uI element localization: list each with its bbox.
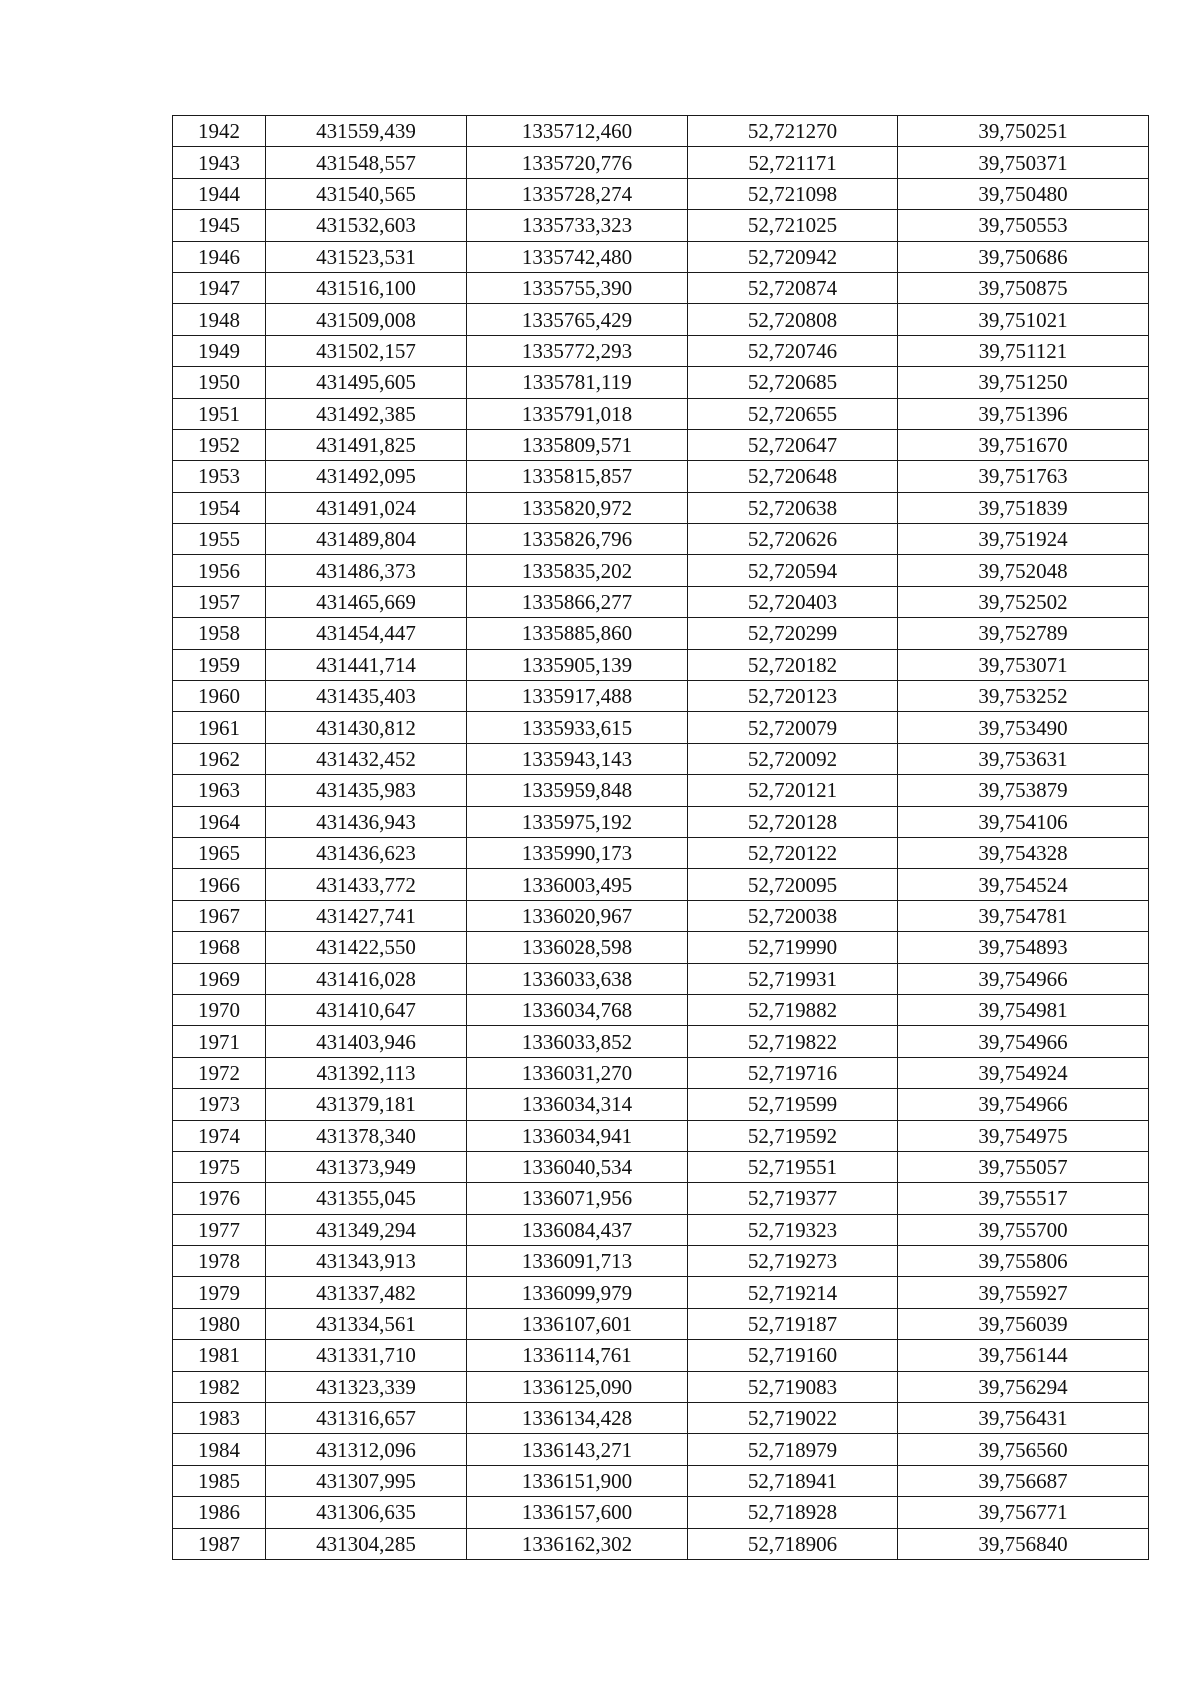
longitude-cell: 39,750686	[898, 241, 1149, 272]
y-coordinate-cell: 1336151,900	[467, 1465, 688, 1496]
longitude-cell: 39,753631	[898, 743, 1149, 774]
latitude-cell: 52,721098	[688, 178, 898, 209]
point-number-cell: 1981	[173, 1340, 266, 1371]
table-row	[173, 241, 1149, 272]
longitude-cell: 39,750553	[898, 210, 1149, 241]
x-coordinate-cell: 431465,669	[266, 586, 467, 617]
x-coordinate-cell: 431331,710	[266, 1340, 467, 1371]
longitude-cell: 39,755927	[898, 1277, 1149, 1308]
point-number-cell: 1983	[173, 1403, 266, 1434]
latitude-cell: 52,720122	[688, 837, 898, 868]
longitude-cell: 39,754924	[898, 1057, 1149, 1088]
point-number-cell: 1984	[173, 1434, 266, 1465]
point-number-cell: 1975	[173, 1151, 266, 1182]
longitude-cell: 39,751839	[898, 492, 1149, 523]
x-coordinate-cell: 431491,825	[266, 429, 467, 460]
y-coordinate-cell: 1336157,600	[467, 1497, 688, 1528]
y-coordinate-cell: 1336031,270	[467, 1057, 688, 1088]
point-number-cell: 1961	[173, 712, 266, 743]
x-coordinate-cell: 431307,995	[266, 1465, 467, 1496]
point-number-cell: 1962	[173, 743, 266, 774]
latitude-cell: 52,718941	[688, 1465, 898, 1496]
y-coordinate-cell: 1335815,857	[467, 461, 688, 492]
point-number-cell: 1967	[173, 900, 266, 931]
y-coordinate-cell: 1336071,956	[467, 1183, 688, 1214]
latitude-cell: 52,720685	[688, 367, 898, 398]
y-coordinate-cell: 1336033,852	[467, 1026, 688, 1057]
y-coordinate-cell: 1336091,713	[467, 1246, 688, 1277]
longitude-cell: 39,756560	[898, 1434, 1149, 1465]
x-coordinate-cell: 431410,647	[266, 994, 467, 1025]
x-coordinate-cell: 431436,943	[266, 806, 467, 837]
table-row	[173, 367, 1149, 398]
y-coordinate-cell: 1336099,979	[467, 1277, 688, 1308]
y-coordinate-cell: 1335733,323	[467, 210, 688, 241]
point-number-cell: 1985	[173, 1465, 266, 1496]
x-coordinate-cell: 431559,439	[266, 116, 467, 147]
latitude-cell: 52,719377	[688, 1183, 898, 1214]
y-coordinate-cell: 1335990,173	[467, 837, 688, 868]
latitude-cell: 52,719551	[688, 1151, 898, 1182]
longitude-cell: 39,752048	[898, 555, 1149, 586]
point-number-cell: 1979	[173, 1277, 266, 1308]
longitude-cell: 39,756144	[898, 1340, 1149, 1371]
y-coordinate-cell: 1335905,139	[467, 649, 688, 680]
longitude-cell: 39,753879	[898, 775, 1149, 806]
longitude-cell: 39,750371	[898, 147, 1149, 178]
latitude-cell: 52,720123	[688, 681, 898, 712]
y-coordinate-cell: 1336034,941	[467, 1120, 688, 1151]
point-number-cell: 1957	[173, 586, 266, 617]
latitude-cell: 52,720874	[688, 272, 898, 303]
y-coordinate-cell: 1336003,495	[467, 869, 688, 900]
latitude-cell: 52,719273	[688, 1246, 898, 1277]
x-coordinate-cell: 431540,565	[266, 178, 467, 209]
longitude-cell: 39,755517	[898, 1183, 1149, 1214]
table-row	[173, 1434, 1149, 1465]
table-row	[173, 586, 1149, 617]
table-row	[173, 272, 1149, 303]
latitude-cell: 52,721171	[688, 147, 898, 178]
latitude-cell: 52,719160	[688, 1340, 898, 1371]
point-number-cell: 1945	[173, 210, 266, 241]
point-number-cell: 1956	[173, 555, 266, 586]
table-row	[173, 1403, 1149, 1434]
point-number-cell: 1952	[173, 429, 266, 460]
x-coordinate-cell: 431306,635	[266, 1497, 467, 1528]
x-coordinate-cell: 431373,949	[266, 1151, 467, 1182]
x-coordinate-cell: 431312,096	[266, 1434, 467, 1465]
table-row	[173, 1371, 1149, 1402]
longitude-cell: 39,752789	[898, 618, 1149, 649]
y-coordinate-cell: 1336143,271	[467, 1434, 688, 1465]
y-coordinate-cell: 1335791,018	[467, 398, 688, 429]
point-number-cell: 1965	[173, 837, 266, 868]
y-coordinate-cell: 1336134,428	[467, 1403, 688, 1434]
latitude-cell: 52,720095	[688, 869, 898, 900]
x-coordinate-cell: 431523,531	[266, 241, 467, 272]
table-row	[173, 1246, 1149, 1277]
latitude-cell: 52,720079	[688, 712, 898, 743]
latitude-cell: 52,718979	[688, 1434, 898, 1465]
y-coordinate-cell: 1336033,638	[467, 963, 688, 994]
point-number-cell: 1946	[173, 241, 266, 272]
table-row	[173, 1277, 1149, 1308]
longitude-cell: 39,754781	[898, 900, 1149, 931]
point-number-cell: 1947	[173, 272, 266, 303]
x-coordinate-cell: 431430,812	[266, 712, 467, 743]
table-row	[173, 1120, 1149, 1151]
longitude-cell: 39,753071	[898, 649, 1149, 680]
longitude-cell: 39,750251	[898, 116, 1149, 147]
coordinates-table	[172, 115, 1149, 1560]
x-coordinate-cell: 431516,100	[266, 272, 467, 303]
table-row	[173, 1089, 1149, 1120]
x-coordinate-cell: 431304,285	[266, 1528, 467, 1559]
point-number-cell: 1968	[173, 932, 266, 963]
latitude-cell: 52,719822	[688, 1026, 898, 1057]
x-coordinate-cell: 431435,983	[266, 775, 467, 806]
table-row	[173, 806, 1149, 837]
table-row	[173, 963, 1149, 994]
table-row	[173, 618, 1149, 649]
y-coordinate-cell: 1335959,848	[467, 775, 688, 806]
table-row	[173, 1057, 1149, 1088]
point-number-cell: 1953	[173, 461, 266, 492]
x-coordinate-cell: 431491,024	[266, 492, 467, 523]
y-coordinate-cell: 1335866,277	[467, 586, 688, 617]
x-coordinate-cell: 431492,385	[266, 398, 467, 429]
latitude-cell: 52,720182	[688, 649, 898, 680]
table-row	[173, 335, 1149, 366]
y-coordinate-cell: 1335917,488	[467, 681, 688, 712]
x-coordinate-cell: 431486,373	[266, 555, 467, 586]
longitude-cell: 39,750480	[898, 178, 1149, 209]
point-number-cell: 1971	[173, 1026, 266, 1057]
latitude-cell: 52,719716	[688, 1057, 898, 1088]
y-coordinate-cell: 1335712,460	[467, 116, 688, 147]
table-row	[173, 649, 1149, 680]
point-number-cell: 1963	[173, 775, 266, 806]
table-row	[173, 1151, 1149, 1182]
latitude-cell: 52,720092	[688, 743, 898, 774]
point-number-cell: 1977	[173, 1214, 266, 1245]
x-coordinate-cell: 431454,447	[266, 618, 467, 649]
x-coordinate-cell: 431489,804	[266, 524, 467, 555]
x-coordinate-cell: 431355,045	[266, 1183, 467, 1214]
longitude-cell: 39,754106	[898, 806, 1149, 837]
latitude-cell: 52,719990	[688, 932, 898, 963]
x-coordinate-cell: 431403,946	[266, 1026, 467, 1057]
point-number-cell: 1951	[173, 398, 266, 429]
point-number-cell: 1978	[173, 1246, 266, 1277]
latitude-cell: 52,720038	[688, 900, 898, 931]
longitude-cell: 39,751670	[898, 429, 1149, 460]
longitude-cell: 39,754893	[898, 932, 1149, 963]
latitude-cell: 52,719187	[688, 1308, 898, 1339]
latitude-cell: 52,719022	[688, 1403, 898, 1434]
y-coordinate-cell: 1335885,860	[467, 618, 688, 649]
table-row	[173, 837, 1149, 868]
x-coordinate-cell: 431436,623	[266, 837, 467, 868]
y-coordinate-cell: 1336040,534	[467, 1151, 688, 1182]
point-number-cell: 1950	[173, 367, 266, 398]
y-coordinate-cell: 1335943,143	[467, 743, 688, 774]
y-coordinate-cell: 1336034,768	[467, 994, 688, 1025]
longitude-cell: 39,754975	[898, 1120, 1149, 1151]
x-coordinate-cell: 431343,913	[266, 1246, 467, 1277]
latitude-cell: 52,719599	[688, 1089, 898, 1120]
table-row	[173, 429, 1149, 460]
x-coordinate-cell: 431349,294	[266, 1214, 467, 1245]
table-row	[173, 116, 1149, 147]
point-number-cell: 1949	[173, 335, 266, 366]
x-coordinate-cell: 431509,008	[266, 304, 467, 335]
latitude-cell: 52,720647	[688, 429, 898, 460]
y-coordinate-cell: 1335835,202	[467, 555, 688, 586]
point-number-cell: 1976	[173, 1183, 266, 1214]
y-coordinate-cell: 1336020,967	[467, 900, 688, 931]
x-coordinate-cell: 431323,339	[266, 1371, 467, 1402]
latitude-cell: 52,720121	[688, 775, 898, 806]
latitude-cell: 52,720746	[688, 335, 898, 366]
y-coordinate-cell: 1335720,776	[467, 147, 688, 178]
point-number-cell: 1973	[173, 1089, 266, 1120]
x-coordinate-cell: 431392,113	[266, 1057, 467, 1088]
longitude-cell: 39,751396	[898, 398, 1149, 429]
point-number-cell: 1948	[173, 304, 266, 335]
latitude-cell: 52,719214	[688, 1277, 898, 1308]
table-row	[173, 900, 1149, 931]
y-coordinate-cell: 1336107,601	[467, 1308, 688, 1339]
table-row	[173, 1340, 1149, 1371]
latitude-cell: 52,719882	[688, 994, 898, 1025]
longitude-cell: 39,756771	[898, 1497, 1149, 1528]
point-number-cell: 1944	[173, 178, 266, 209]
point-number-cell: 1986	[173, 1497, 266, 1528]
point-number-cell: 1974	[173, 1120, 266, 1151]
y-coordinate-cell: 1336162,302	[467, 1528, 688, 1559]
longitude-cell: 39,751250	[898, 367, 1149, 398]
x-coordinate-cell: 431492,095	[266, 461, 467, 492]
table-row	[173, 869, 1149, 900]
latitude-cell: 52,719323	[688, 1214, 898, 1245]
longitude-cell: 39,754966	[898, 963, 1149, 994]
x-coordinate-cell: 431334,561	[266, 1308, 467, 1339]
longitude-cell: 39,750875	[898, 272, 1149, 303]
latitude-cell: 52,720626	[688, 524, 898, 555]
table-row	[173, 1465, 1149, 1496]
longitude-cell: 39,751021	[898, 304, 1149, 335]
x-coordinate-cell: 431378,340	[266, 1120, 467, 1151]
x-coordinate-cell: 431502,157	[266, 335, 467, 366]
table-row	[173, 994, 1149, 1025]
point-number-cell: 1954	[173, 492, 266, 523]
x-coordinate-cell: 431433,772	[266, 869, 467, 900]
x-coordinate-cell: 431548,557	[266, 147, 467, 178]
table-row	[173, 304, 1149, 335]
x-coordinate-cell: 431416,028	[266, 963, 467, 994]
x-coordinate-cell: 431427,741	[266, 900, 467, 931]
y-coordinate-cell: 1335820,972	[467, 492, 688, 523]
x-coordinate-cell: 431422,550	[266, 932, 467, 963]
table-row	[173, 775, 1149, 806]
latitude-cell: 52,718928	[688, 1497, 898, 1528]
table-row	[173, 147, 1149, 178]
table-row	[173, 461, 1149, 492]
y-coordinate-cell: 1335755,390	[467, 272, 688, 303]
y-coordinate-cell: 1335765,429	[467, 304, 688, 335]
y-coordinate-cell: 1336028,598	[467, 932, 688, 963]
point-number-cell: 1960	[173, 681, 266, 712]
longitude-cell: 39,756840	[898, 1528, 1149, 1559]
table-row	[173, 492, 1149, 523]
point-number-cell: 1987	[173, 1528, 266, 1559]
table-row	[173, 1308, 1149, 1339]
point-number-cell: 1980	[173, 1308, 266, 1339]
x-coordinate-cell: 431532,603	[266, 210, 467, 241]
point-number-cell: 1970	[173, 994, 266, 1025]
table-row	[173, 398, 1149, 429]
latitude-cell: 52,720299	[688, 618, 898, 649]
latitude-cell: 52,720942	[688, 241, 898, 272]
table-row	[173, 743, 1149, 774]
latitude-cell: 52,720594	[688, 555, 898, 586]
point-number-cell: 1972	[173, 1057, 266, 1088]
y-coordinate-cell: 1335772,293	[467, 335, 688, 366]
latitude-cell: 52,718906	[688, 1528, 898, 1559]
table-row	[173, 1497, 1149, 1528]
latitude-cell: 52,721025	[688, 210, 898, 241]
point-number-cell: 1943	[173, 147, 266, 178]
point-number-cell: 1969	[173, 963, 266, 994]
longitude-cell: 39,754524	[898, 869, 1149, 900]
longitude-cell: 39,756431	[898, 1403, 1149, 1434]
table-row	[173, 1026, 1149, 1057]
longitude-cell: 39,754966	[898, 1089, 1149, 1120]
longitude-cell: 39,754981	[898, 994, 1149, 1025]
y-coordinate-cell: 1335826,796	[467, 524, 688, 555]
longitude-cell: 39,751924	[898, 524, 1149, 555]
y-coordinate-cell: 1335781,119	[467, 367, 688, 398]
longitude-cell: 39,756687	[898, 1465, 1149, 1496]
longitude-cell: 39,753490	[898, 712, 1149, 743]
point-number-cell: 1966	[173, 869, 266, 900]
longitude-cell: 39,755806	[898, 1246, 1149, 1277]
table-row	[173, 178, 1149, 209]
x-coordinate-cell: 431435,403	[266, 681, 467, 712]
x-coordinate-cell: 431432,452	[266, 743, 467, 774]
point-number-cell: 1955	[173, 524, 266, 555]
longitude-cell: 39,751763	[898, 461, 1149, 492]
x-coordinate-cell: 431337,482	[266, 1277, 467, 1308]
longitude-cell: 39,755057	[898, 1151, 1149, 1182]
x-coordinate-cell: 431495,605	[266, 367, 467, 398]
table-row	[173, 555, 1149, 586]
y-coordinate-cell: 1335975,192	[467, 806, 688, 837]
latitude-cell: 52,721270	[688, 116, 898, 147]
latitude-cell: 52,720655	[688, 398, 898, 429]
longitude-cell: 39,755700	[898, 1214, 1149, 1245]
longitude-cell: 39,754328	[898, 837, 1149, 868]
point-number-cell: 1959	[173, 649, 266, 680]
latitude-cell: 52,719083	[688, 1371, 898, 1402]
y-coordinate-cell: 1335742,480	[467, 241, 688, 272]
table-row	[173, 1528, 1149, 1559]
y-coordinate-cell: 1336114,761	[467, 1340, 688, 1371]
longitude-cell: 39,754966	[898, 1026, 1149, 1057]
latitude-cell: 52,719931	[688, 963, 898, 994]
y-coordinate-cell: 1335933,615	[467, 712, 688, 743]
longitude-cell: 39,753252	[898, 681, 1149, 712]
x-coordinate-cell: 431316,657	[266, 1403, 467, 1434]
point-number-cell: 1982	[173, 1371, 266, 1402]
table-row	[173, 1183, 1149, 1214]
latitude-cell: 52,720128	[688, 806, 898, 837]
table-row	[173, 210, 1149, 241]
latitude-cell: 52,720403	[688, 586, 898, 617]
table-row	[173, 932, 1149, 963]
longitude-cell: 39,756294	[898, 1371, 1149, 1402]
latitude-cell: 52,720808	[688, 304, 898, 335]
y-coordinate-cell: 1336034,314	[467, 1089, 688, 1120]
latitude-cell: 52,720648	[688, 461, 898, 492]
point-number-cell: 1958	[173, 618, 266, 649]
point-number-cell: 1942	[173, 116, 266, 147]
latitude-cell: 52,720638	[688, 492, 898, 523]
y-coordinate-cell: 1336125,090	[467, 1371, 688, 1402]
table-row	[173, 1214, 1149, 1245]
x-coordinate-cell: 431441,714	[266, 649, 467, 680]
longitude-cell: 39,751121	[898, 335, 1149, 366]
longitude-cell: 39,752502	[898, 586, 1149, 617]
table-row	[173, 524, 1149, 555]
latitude-cell: 52,719592	[688, 1120, 898, 1151]
y-coordinate-cell: 1336084,437	[467, 1214, 688, 1245]
x-coordinate-cell: 431379,181	[266, 1089, 467, 1120]
table-row	[173, 681, 1149, 712]
point-number-cell: 1964	[173, 806, 266, 837]
coordinates-table-body	[173, 116, 1149, 1560]
y-coordinate-cell: 1335728,274	[467, 178, 688, 209]
y-coordinate-cell: 1335809,571	[467, 429, 688, 460]
longitude-cell: 39,756039	[898, 1308, 1149, 1339]
table-row	[173, 712, 1149, 743]
